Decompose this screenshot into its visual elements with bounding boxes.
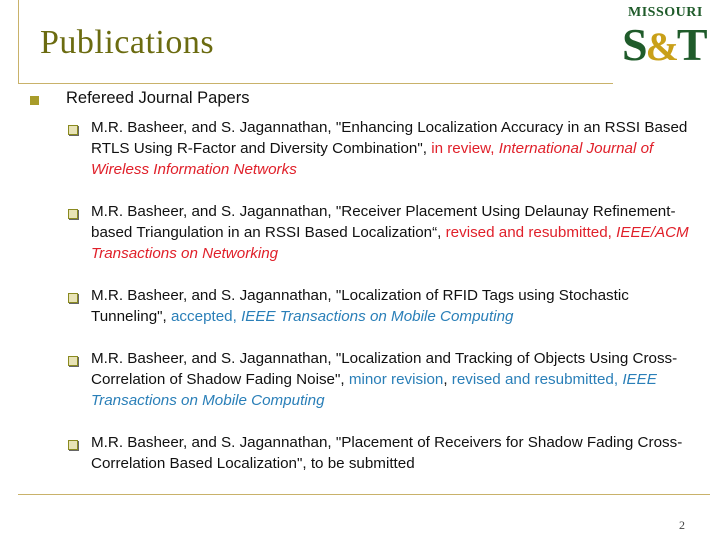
checkbox-bullet-icon [68, 125, 78, 135]
entry-status: revised and resubmitted, [451, 371, 623, 388]
entry-journal: International Journal of Wireless Information Networks [91, 140, 654, 178]
checkbox-bullet-icon [68, 440, 78, 450]
logo-top-text: MISSOURI [628, 5, 703, 20]
slide-title: Publications [40, 24, 215, 61]
checkbox-bullet-icon [68, 356, 78, 366]
entry-citation: M.R. Basheer, and S. Jagannathan, "Receiver Placement Using Delaunay Refinement-based Triangulation in an RSSI Based Localization“, [91, 203, 676, 241]
footer-rule [18, 494, 710, 495]
entry-separator: , [443, 371, 452, 388]
entry-journal: IEEE/ACM Transactions on Networking [91, 224, 689, 262]
publication-entry [91, 201, 691, 264]
entry-journal: IEEE Transactions on Mobile Computing [91, 371, 657, 409]
title-underline [18, 83, 613, 84]
entry-citation: M.R. Basheer, and S. Jagannathan, "Localization and Tracking of Objects Using Cross-Correlation of Shadow Fading Noise", [91, 350, 678, 388]
entry-citation: M.R. Basheer, and S. Jagannathan, "Enhancing Localization Accuracy in an RSSI Based RTLS Using R-Factor and Diversity Combination", [91, 119, 688, 157]
decorative-vertical-rule [18, 0, 19, 83]
square-bullet-icon [30, 96, 39, 105]
entry-status-minor: minor revision [348, 371, 444, 388]
entry-journal: IEEE Transactions on Mobile Computing [241, 308, 514, 325]
logo-ampersand: & [645, 24, 677, 69]
entry-status: accepted, [170, 308, 242, 325]
publication-entry [91, 432, 691, 474]
section-label: Refereed Journal Papers [66, 89, 250, 107]
entry-citation: M.R. Basheer, and S. Jagannathan, "Localization of RFID Tags using Stochastic Tunneling", [91, 287, 629, 325]
checkbox-bullet-icon [68, 209, 78, 219]
checkbox-bullet-icon [68, 293, 78, 303]
publication-entry [91, 285, 691, 327]
publication-entry [91, 348, 691, 411]
logo-letter-s: S [622, 19, 646, 70]
entry-status: in review, [431, 140, 499, 157]
entry-status: revised and resubmitted, [445, 224, 617, 241]
missouri-st-logo [620, 5, 716, 77]
logo-mark [622, 19, 706, 73]
publication-entry [91, 117, 691, 180]
logo-letter-t: T [676, 19, 706, 70]
entry-citation: M.R. Basheer, and S. Jagannathan, "Placement of Receivers for Shadow Fading Cross-Correlation Based Localization", to be submitted [91, 434, 683, 472]
page-number: 2 [679, 518, 685, 532]
